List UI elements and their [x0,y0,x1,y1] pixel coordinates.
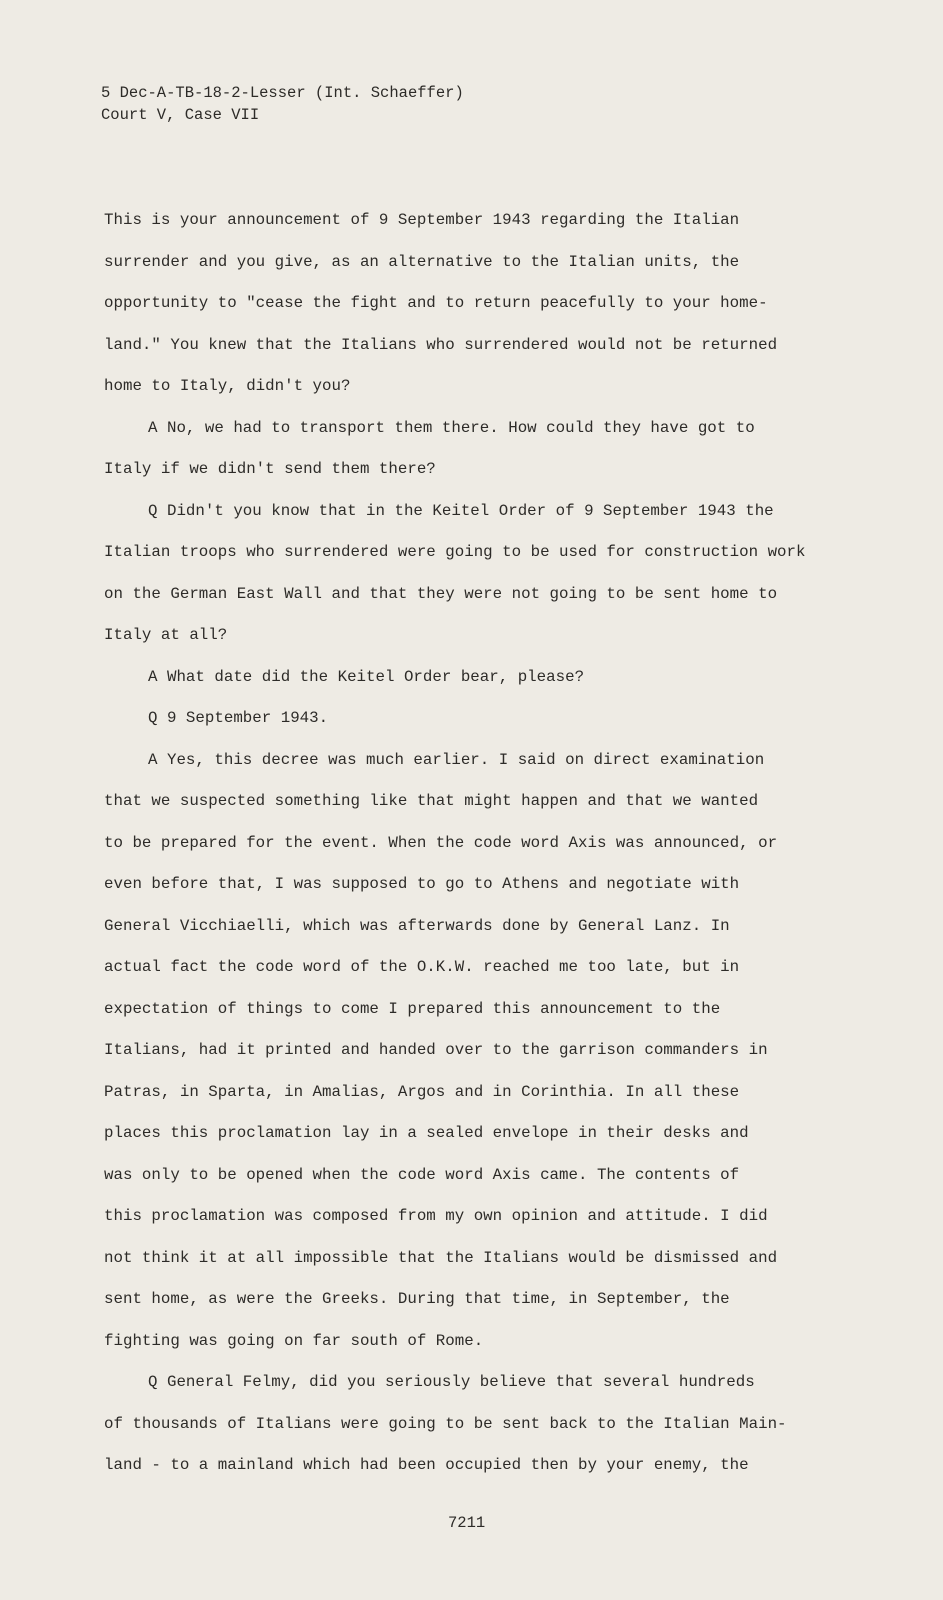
text-line: this proclamation was composed from my own opinion and attitude. I did [104,1207,768,1225]
text-line: Italy at all? [104,626,228,644]
text-line: General Vicchiaelli, which was afterwards done by General Lanz. In [104,916,730,935]
text-line: was only to be opened when the code word Axis came. The contents of [104,1165,740,1184]
text-line: Italians, had it printed and handed over to the garrison commanders in [104,1041,768,1059]
transcript-body [104,200,874,1487]
text-line: that we suspected something like that might happen and that we wanted [104,792,759,810]
text-line: home to Italy, didn't you? [104,377,351,395]
text-line: Q 9 September 1943. [148,709,329,727]
text-line: opportunity to "cease the fight and to return peacefully to your home- [104,294,768,312]
header-reference: 5 Dec-A-TB-18-2-Lesser (Int. Schaeffer) [101,84,464,102]
text-line: to be prepared for the event. When the code word Axis was announced, or [104,833,778,852]
text-line: A No, we had to transport them there. How could they have got to [148,418,755,437]
document-header [101,82,464,126]
text-line: of thousands of Italians were going to be sent back to the Italian Main- [104,1414,787,1433]
header-court: Court V, Case VII [101,106,260,124]
text-line: surrender and you give, as an alternative to the Italian units, the [104,252,740,271]
text-line: Italy if we didn't send them there? [104,460,436,478]
text-line: Italian troops who surrendered were going to be used for construction work [104,543,806,561]
text-line: not think it at all impossible that the Italians would be dismissed and [104,1248,778,1267]
text-line: land." You knew that the Italians who surrendered would not be returned [104,335,778,354]
text-line: Q General Felmy, did you seriously believe that several hundreds [148,1373,755,1391]
text-line: Q Didn't you know that in the Keitel Order of 9 September 1943 the [148,501,774,520]
text-line: This is your announcement of 9 September 1943 regarding the Italian [104,211,740,229]
text-line: sent home, as were the Greeks. During that time, in September, the [104,1290,730,1308]
text-line: land - to a mainland which had been occupied then by your enemy, the [104,1456,749,1474]
text-line: even before that, I was supposed to go to Athens and negotiate with [104,875,740,893]
text-line: on the German East Wall and that they were not going to be sent home to [104,584,778,603]
text-line: A What date did the Keitel Order bear, please? [148,667,585,686]
text-line: places this proclamation lay in a sealed envelope in their desks and [104,1124,749,1142]
text-line: A Yes, this decree was much earlier. I said on direct examination [148,750,765,769]
text-line: fighting was going on far south of Rome. [104,1331,484,1350]
text-line: Patras, in Sparta, in Amalias, Argos and in Corinthia. In all these [104,1082,740,1101]
text-line: actual fact the code word of the O.K.W. reached me too late, but in [104,958,740,976]
text-line: expectation of things to come I prepared this announcement to the [104,999,721,1018]
page-number: 7211 [448,1514,486,1532]
